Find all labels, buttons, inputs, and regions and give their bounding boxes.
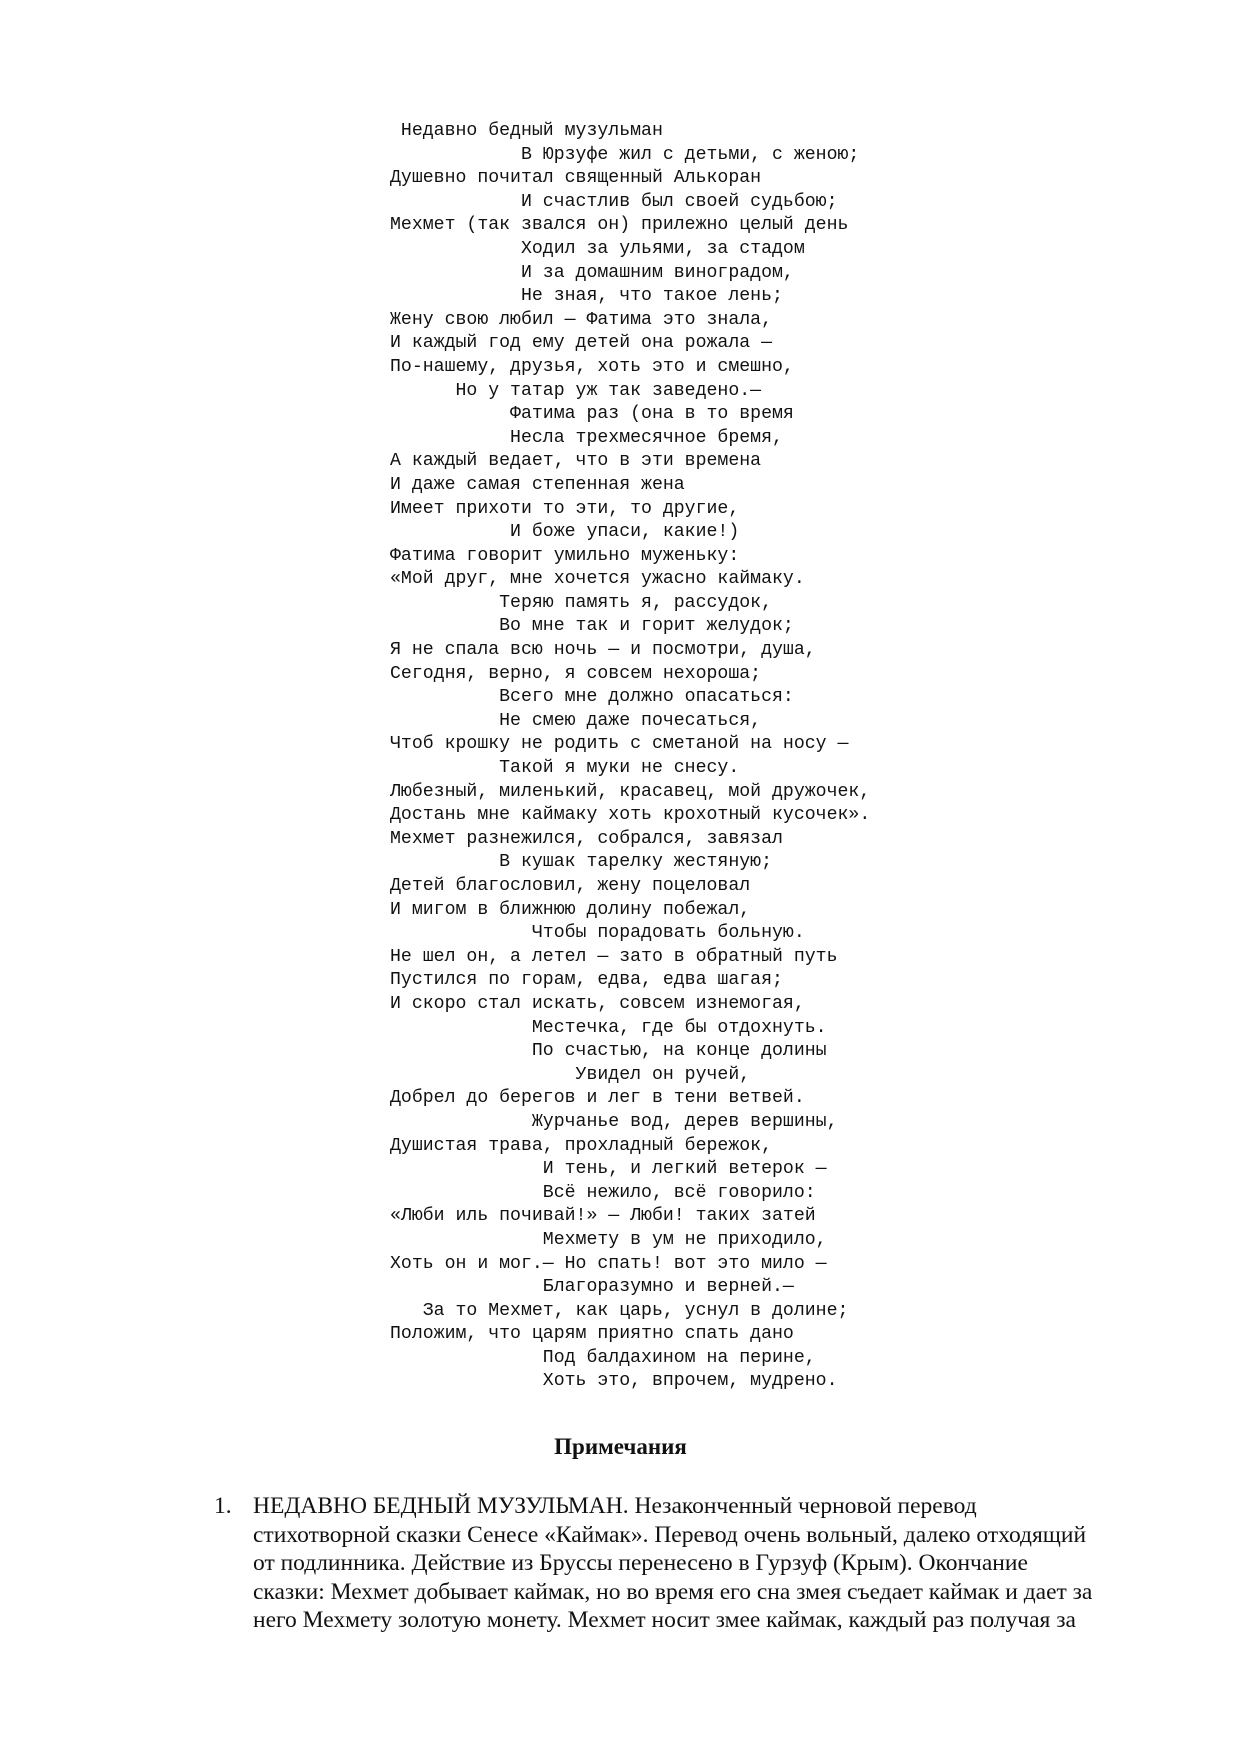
poem-line: И даже самая степенная жена bbox=[390, 474, 685, 495]
poem-line: И за домашним виноградом, bbox=[390, 262, 794, 283]
note-line: него Мехмету золотую монету. Мехмет носит змее каймак, каждый раз получая за bbox=[253, 1607, 1076, 1634]
poem-line: Не смею даже почесаться, bbox=[390, 710, 762, 731]
note-number: 1. bbox=[214, 1493, 232, 1519]
poem-line: Пустился по горам, едва, едва шагая; bbox=[390, 970, 783, 991]
poem-line: Хоть это, впрочем, мудрено. bbox=[390, 1371, 838, 1392]
poem-line: Положим, что царям приятно спать дано bbox=[390, 1324, 794, 1345]
poem-line: Не зная, что такое лень; bbox=[390, 286, 783, 307]
poem-line: Жену свою любил — Фатима это знала, bbox=[390, 309, 772, 330]
poem-line: Чтобы порадовать больную. bbox=[390, 923, 805, 944]
poem-line: Во мне так и горит желудок; bbox=[390, 616, 794, 637]
poem-line: Журчанье вод, дерев вершины, bbox=[390, 1111, 838, 1132]
poem-line: Несла трехмесячное бремя, bbox=[390, 427, 783, 448]
poem-line: Детей благословил, жену поцеловал bbox=[390, 876, 751, 896]
poem-line: Мехмет разнежился, собрался, завязал bbox=[390, 828, 783, 849]
poem-line: И тень, и легкий ветерок — bbox=[390, 1159, 827, 1180]
poem-line: Недавно бедный музульман bbox=[390, 121, 663, 141]
poem-line: «Люби иль почивай!» — Люби! таких затей bbox=[390, 1206, 816, 1227]
note-line: стихотворной сказки Сенесе «Каймак». Перевод очень вольный, далеко отходящий bbox=[253, 1521, 1087, 1548]
poem-line: Я не спала всю ночь — и посмотри, душа, bbox=[390, 640, 816, 661]
poem-line: И счастлив был своей судьбою; bbox=[390, 191, 838, 212]
poem-line: Фатима говорит умильно муженьку: bbox=[390, 545, 740, 566]
poem-line: А каждый ведает, что в эти времена bbox=[390, 451, 762, 472]
poem-line: Такой я муки не снесу. bbox=[390, 758, 740, 779]
note-text bbox=[253, 1492, 1174, 1635]
poem-line: Ходил за ульями, за стадом bbox=[390, 238, 805, 259]
poem-line: Душистая трава, прохладный бережок, bbox=[390, 1135, 772, 1156]
poem-line: Всё нежило, всё говорило: bbox=[390, 1182, 816, 1203]
poem-line: Увидел он ручей, bbox=[390, 1064, 751, 1085]
poem-line: Хоть он и мог.— Но спать! вот это мило — bbox=[390, 1253, 827, 1274]
poem-line: Достань мне каймаку хоть крохотный кусочек». bbox=[390, 805, 871, 826]
poem-line: «Мой друг, мне хочется ужасно каймаку. bbox=[390, 569, 805, 590]
note-line: от подлинника. Действие из Бруссы перенесено в Гурзуф (Крым). Окончание bbox=[253, 1550, 1028, 1577]
poem-line: И каждый год ему детей она рожала — bbox=[390, 333, 772, 354]
poem-line: Благоразумно и верней.— bbox=[390, 1277, 794, 1298]
poem-line: Фатима раз (она в то время bbox=[390, 404, 794, 425]
poem-line: Имеет прихоти то эти, то другие, bbox=[390, 498, 740, 519]
poem-line: Не шел он, а летел — зато в обратный путь bbox=[390, 946, 838, 967]
poem-line: И мигом в ближнюю долину побежал, bbox=[390, 899, 751, 920]
poem-line: Но у татар уж так заведено.— bbox=[390, 380, 762, 401]
poem-line: Сегодня, верно, я совсем нехороша; bbox=[390, 663, 762, 684]
poem-line: Всего мне должно опасаться: bbox=[390, 687, 794, 708]
poem-line: Под балдахином на перине, bbox=[390, 1347, 816, 1368]
notes-list bbox=[214, 1492, 1174, 1635]
poem-line: Чтоб крошку не родить с сметаной на носу — bbox=[390, 734, 849, 755]
poem-line: Любезный, миленький, красавец, мой дружочек, bbox=[390, 781, 871, 802]
poem-line: Добрел до берегов и лег в тени ветвей. bbox=[390, 1088, 805, 1109]
poem bbox=[390, 120, 1170, 1394]
poem-line: И скоро стал искать, совсем изнемогая, bbox=[390, 993, 805, 1014]
note-line: сказки: Мехмет добывает каймак, но во время его сна змея съедает каймак и дает за bbox=[253, 1578, 1093, 1605]
note-line: НЕДАВНО БЕДНЫЙ МУЗУЛЬМАН. Незаконченный черновой перевод bbox=[253, 1493, 977, 1519]
poem-line: Мехмет (так звался он) прилежно целый день bbox=[390, 215, 849, 236]
notes-heading: Примечания bbox=[554, 1434, 687, 1459]
poem-line: Теряю память я, рассудок, bbox=[390, 592, 772, 613]
poem-line: За то Мехмет, как царь, уснул в долине; bbox=[390, 1300, 849, 1321]
poem-line: И боже упаси, какие!) bbox=[390, 522, 740, 543]
poem-line: По-нашему, друзья, хоть это и смешно, bbox=[390, 356, 794, 377]
note-item bbox=[214, 1492, 1174, 1635]
poem-line: Душевно почитал священный Алькоран bbox=[390, 168, 762, 189]
poem-line: Местечка, где бы отдохнуть. bbox=[390, 1017, 827, 1038]
poem-line: Мехмету в ум не приходило, bbox=[390, 1229, 827, 1250]
poem-line: В кушак тарелку жестяную; bbox=[390, 852, 772, 873]
poem-line: По счастью, на конце долины bbox=[390, 1041, 827, 1062]
poem-line: В Юрзуфе жил с детьми, с женою; bbox=[390, 144, 860, 165]
